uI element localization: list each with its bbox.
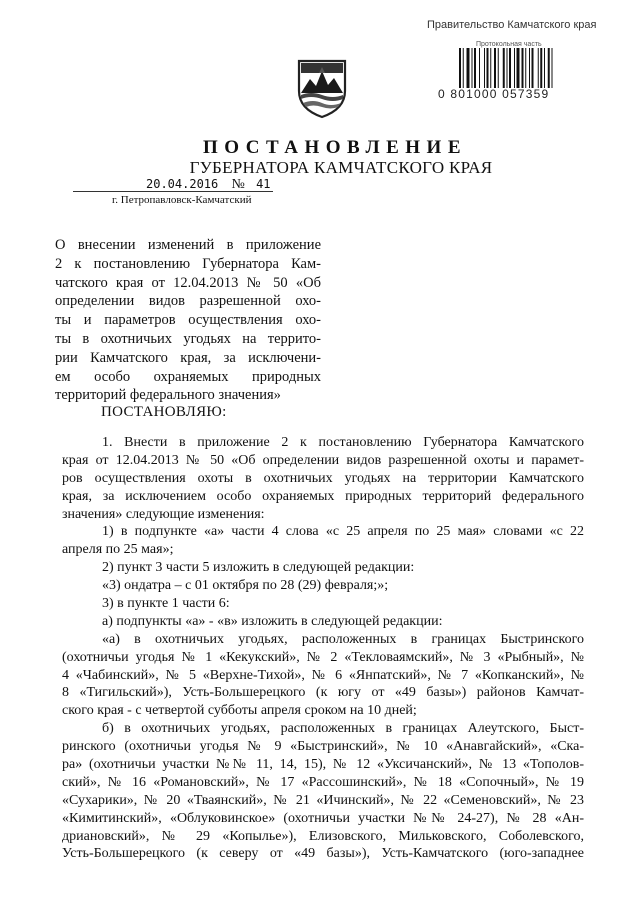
body-line: б) в охотничьих угодьях, расположенных в границах Алеутского, Быст- (102, 721, 584, 737)
barcode-bar (467, 48, 470, 88)
document-body (62, 434, 584, 863)
decree-word: ПОСТАНОВЛЯЮ: (101, 404, 227, 420)
stamp-organization: Правительство Камчатского края (427, 19, 597, 31)
barcode-bar (490, 48, 491, 88)
subject-line: ем особо охраняемых природных (55, 368, 321, 385)
barcode-bar (529, 48, 530, 88)
document-title: ПОСТАНОВЛЕНИЕ (202, 137, 468, 158)
body-line: Усть-Большерецкого (к северу от «49 базы»), Усть-Камчатского (юго-западнее (62, 846, 584, 862)
barcode-bar (479, 48, 480, 88)
body-line: ринского (охотничьи угодья № 9 «Быстринский», № 10 «Анавгайский», «Ска- (62, 739, 584, 755)
barcode-bar (548, 48, 550, 88)
barcode-bar (459, 48, 461, 88)
barcode-bar (509, 48, 511, 88)
subject-line: определении видов разрешенной охо- (55, 293, 321, 310)
date-underline (73, 191, 273, 192)
barcode-bar (544, 48, 545, 88)
body-line: «Кимитинский», «Облуковинское» (охотничьи участки №№ 24-27), № 28 «Ан- (62, 810, 584, 826)
subject-line: О внесении изменений в приложение (55, 237, 321, 253)
barcode-bar (552, 48, 553, 88)
body-line: (охотничьи угодья № 1 «Кекукский», № 2 «Текловаямский», № 3 «Рыбный», № (62, 649, 584, 665)
stamp-number: 0 801000 057359 (438, 87, 550, 101)
barcode-bar (514, 48, 515, 88)
body-line: дриановский», № 29 «Копылье»), Елизовского, Мильковского, Соболевского, (62, 828, 584, 844)
body-line: 1) в подпункте «а» части 4 слова «с 25 апреля по 25 мая» словами «с 22 (102, 524, 584, 540)
barcode-bar (507, 48, 508, 88)
document-city: г. Петропавловск-Камчатский (112, 194, 252, 206)
barcode-bar (472, 48, 473, 88)
body-line: края от 12.04.2013 № 50 «Об определении видов разрешенной охоты и парамет- (62, 452, 584, 468)
barcode-bar (532, 48, 534, 88)
body-line: 3) в пункте 1 части 6: (102, 596, 230, 612)
body-line: ров осуществления охоты в охотничьих угодьях на территории Камчатского (62, 470, 584, 486)
barcode-bar (503, 48, 505, 88)
document-subtitle: ГУБЕРНАТОРА КАМЧАТСКОГО КРАЯ (189, 158, 493, 177)
document-date: 20.04.2016 (146, 177, 219, 191)
barcode-bar (494, 48, 496, 88)
subject-line: ты и параметров осуществления охо- (55, 312, 321, 329)
body-line: ра» (охотничьи участки №№ 11, 14, 15), № 12 «Уксичанский», № 13 «Тополов- (62, 757, 584, 773)
barcode-bar (474, 48, 476, 88)
number-sign: № (231, 177, 245, 192)
subject-line: 2 к постановлению Губернатора Кам- (55, 255, 321, 272)
subject-line: рии Камчатского края, за исключени- (55, 349, 321, 366)
coat-of-arms-emblem (295, 57, 349, 119)
barcode-bar (498, 48, 499, 88)
barcode (459, 48, 579, 88)
body-line: а) подпункты «а» - «в» изложить в следующей редакции: (102, 613, 443, 629)
subject-line: чатского края от 12.04.2013 № 50 «Об (55, 274, 321, 291)
barcode-bar (540, 48, 542, 88)
body-line: ского края - с четвертой субботы апреля сроком на 10 дней; (62, 703, 417, 719)
body-line: «Сухарики», № 20 «Тваянский», № 21 «Ичинский», № 22 «Семеновский», № 23 (62, 792, 584, 808)
body-line: «3) ондатра – с 01 октября по 28 (29) февраля;»; (102, 578, 389, 594)
subject-line: ты в охотничьих угодьях на террито- (55, 330, 321, 347)
document-subject (55, 236, 321, 405)
barcode-bar (463, 48, 464, 88)
body-line: 2) пункт 3 части 5 изложить в следующей редакции: (102, 560, 415, 576)
body-line: значения» следующие изменения: (62, 506, 265, 522)
body-line: апреля по 25 мая»; (62, 542, 174, 558)
barcode-bar (484, 48, 485, 88)
body-line: 8 «Тигильский»), Усть-Большерецкого (к югу от «49 базы») районов Камчат- (62, 685, 584, 701)
body-line: края, за исключением особо охраняемых природных территорий федерального (62, 488, 584, 504)
body-line: 4 «Чабинский», № 5 «Верхне-Тихой», № 6 «Янпатский», № 7 «Копканский», № (62, 667, 584, 683)
body-line: 1. Внести в приложение 2 к постановлению Губернатора Камчатского (102, 435, 584, 450)
body-line: ский», № 16 «Романовский», № 17 «Рассошинский», № 18 «Сопочный», № 19 (62, 774, 584, 790)
subject-line: территорий федерального значения» (55, 387, 281, 404)
barcode-bar (522, 48, 524, 88)
body-line: «а) в охотничьих угодьях, расположенных в границах Быстринского (102, 631, 584, 647)
barcode-bar (487, 48, 489, 88)
barcode-bar (538, 48, 539, 88)
stamp-subtitle: Протокольная часть (476, 41, 542, 48)
document-number: 41 (256, 177, 271, 191)
barcode-bar (517, 48, 520, 88)
barcode-bar (525, 48, 526, 88)
